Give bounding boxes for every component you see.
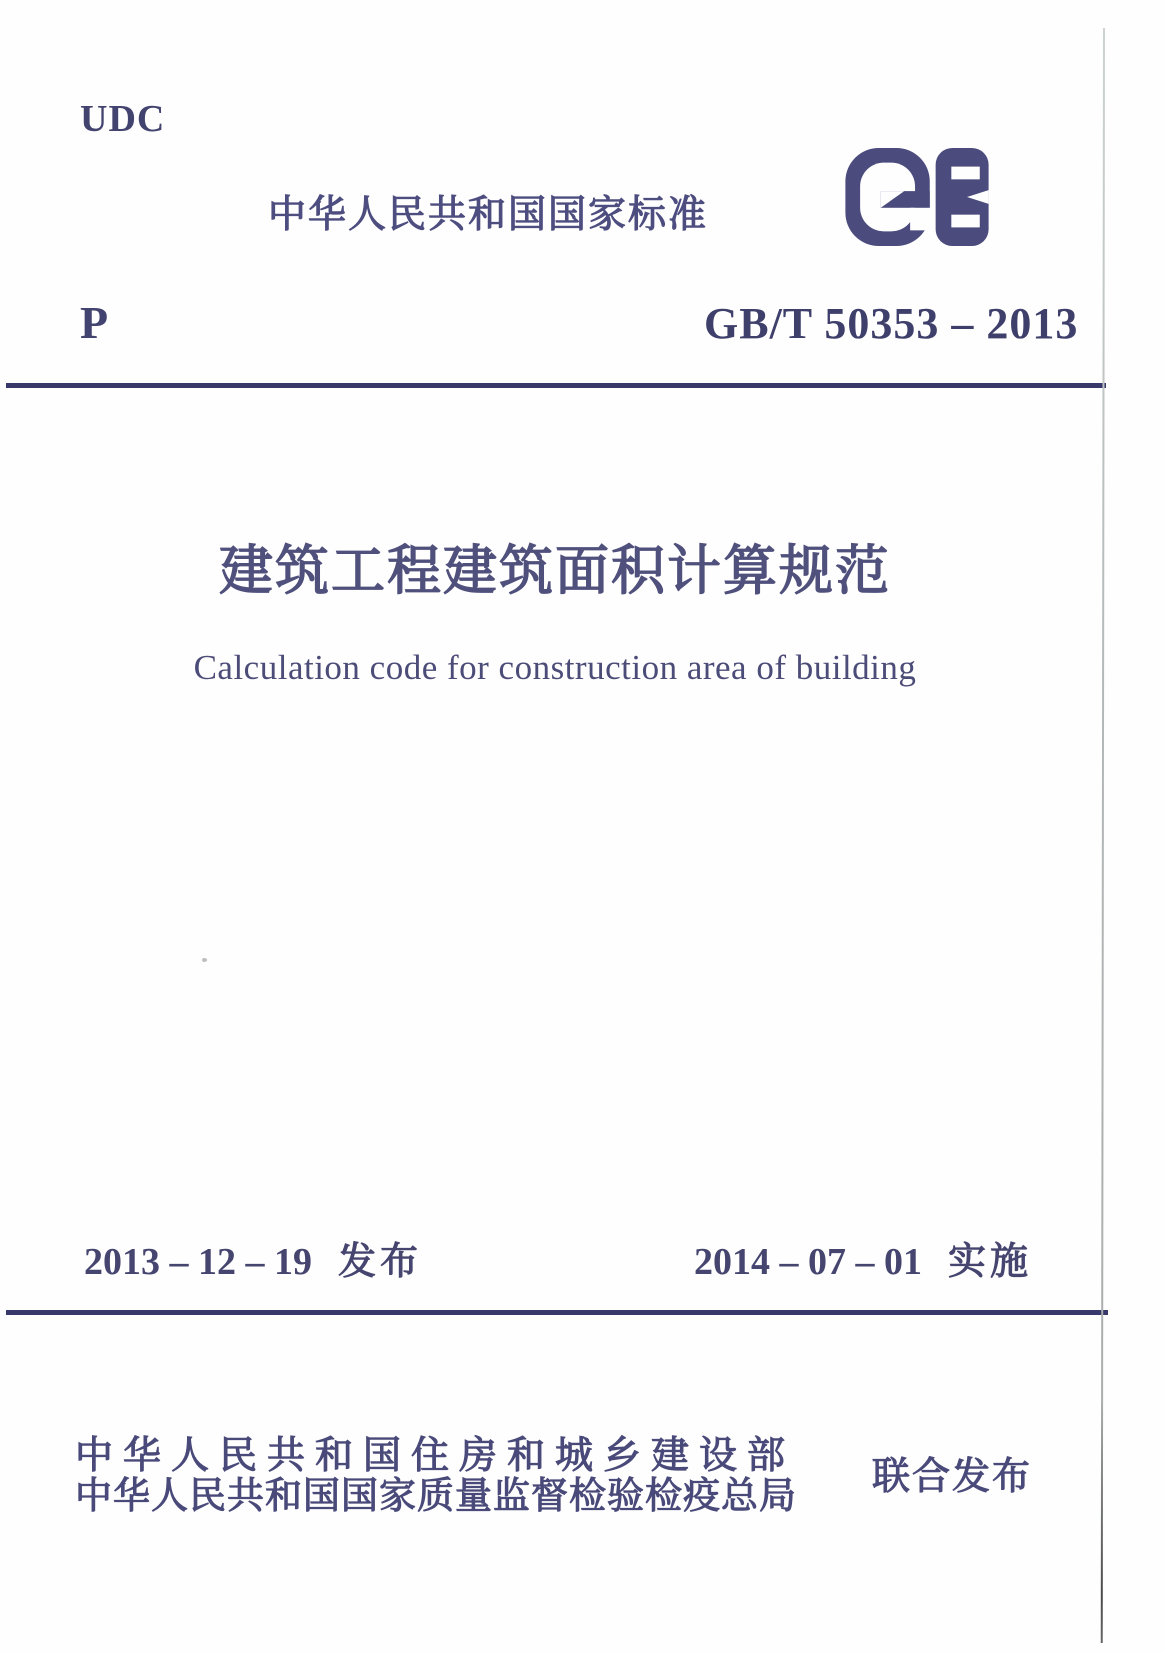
footer-divider-rule (6, 1310, 1108, 1315)
gb-logo-letter-g (845, 148, 931, 246)
header-divider-rule (6, 383, 1106, 388)
standard-number: GB/T 50353 – 2013 (704, 299, 1079, 348)
gb-logo-icon (843, 146, 991, 248)
udc-label: UDC (80, 98, 166, 140)
standard-title-cn: 建筑工程建筑面积计算规范 (219, 541, 891, 601)
implement-date: 2014 – 07 – 01 (694, 1241, 922, 1283)
classification-letter: P (80, 297, 109, 348)
joint-publish-label: 联合发布 (872, 1456, 1033, 1498)
implement-date-row (694, 1243, 1032, 1281)
standard-title-en: Calculation code for construction area of building (193, 648, 917, 687)
scan-speck (202, 958, 207, 962)
issue-date-row (84, 1243, 422, 1281)
issue-label: 发布 (338, 1241, 423, 1283)
issue-date: 2013 – 12 – 19 (84, 1241, 312, 1283)
publisher-line1: 中华人民共和国住房和城乡建设部 (75, 1435, 796, 1477)
publisher-line2: 中华人民共和国国家质量监督检验检疫总局 (75, 1476, 797, 1517)
gb-logo-letter-b (936, 148, 989, 246)
implement-label: 实施 (948, 1241, 1033, 1283)
national-standard-header: 中华人民共和国国家标准 (268, 194, 709, 236)
scanned-page-edge-line (1101, 28, 1105, 1643)
